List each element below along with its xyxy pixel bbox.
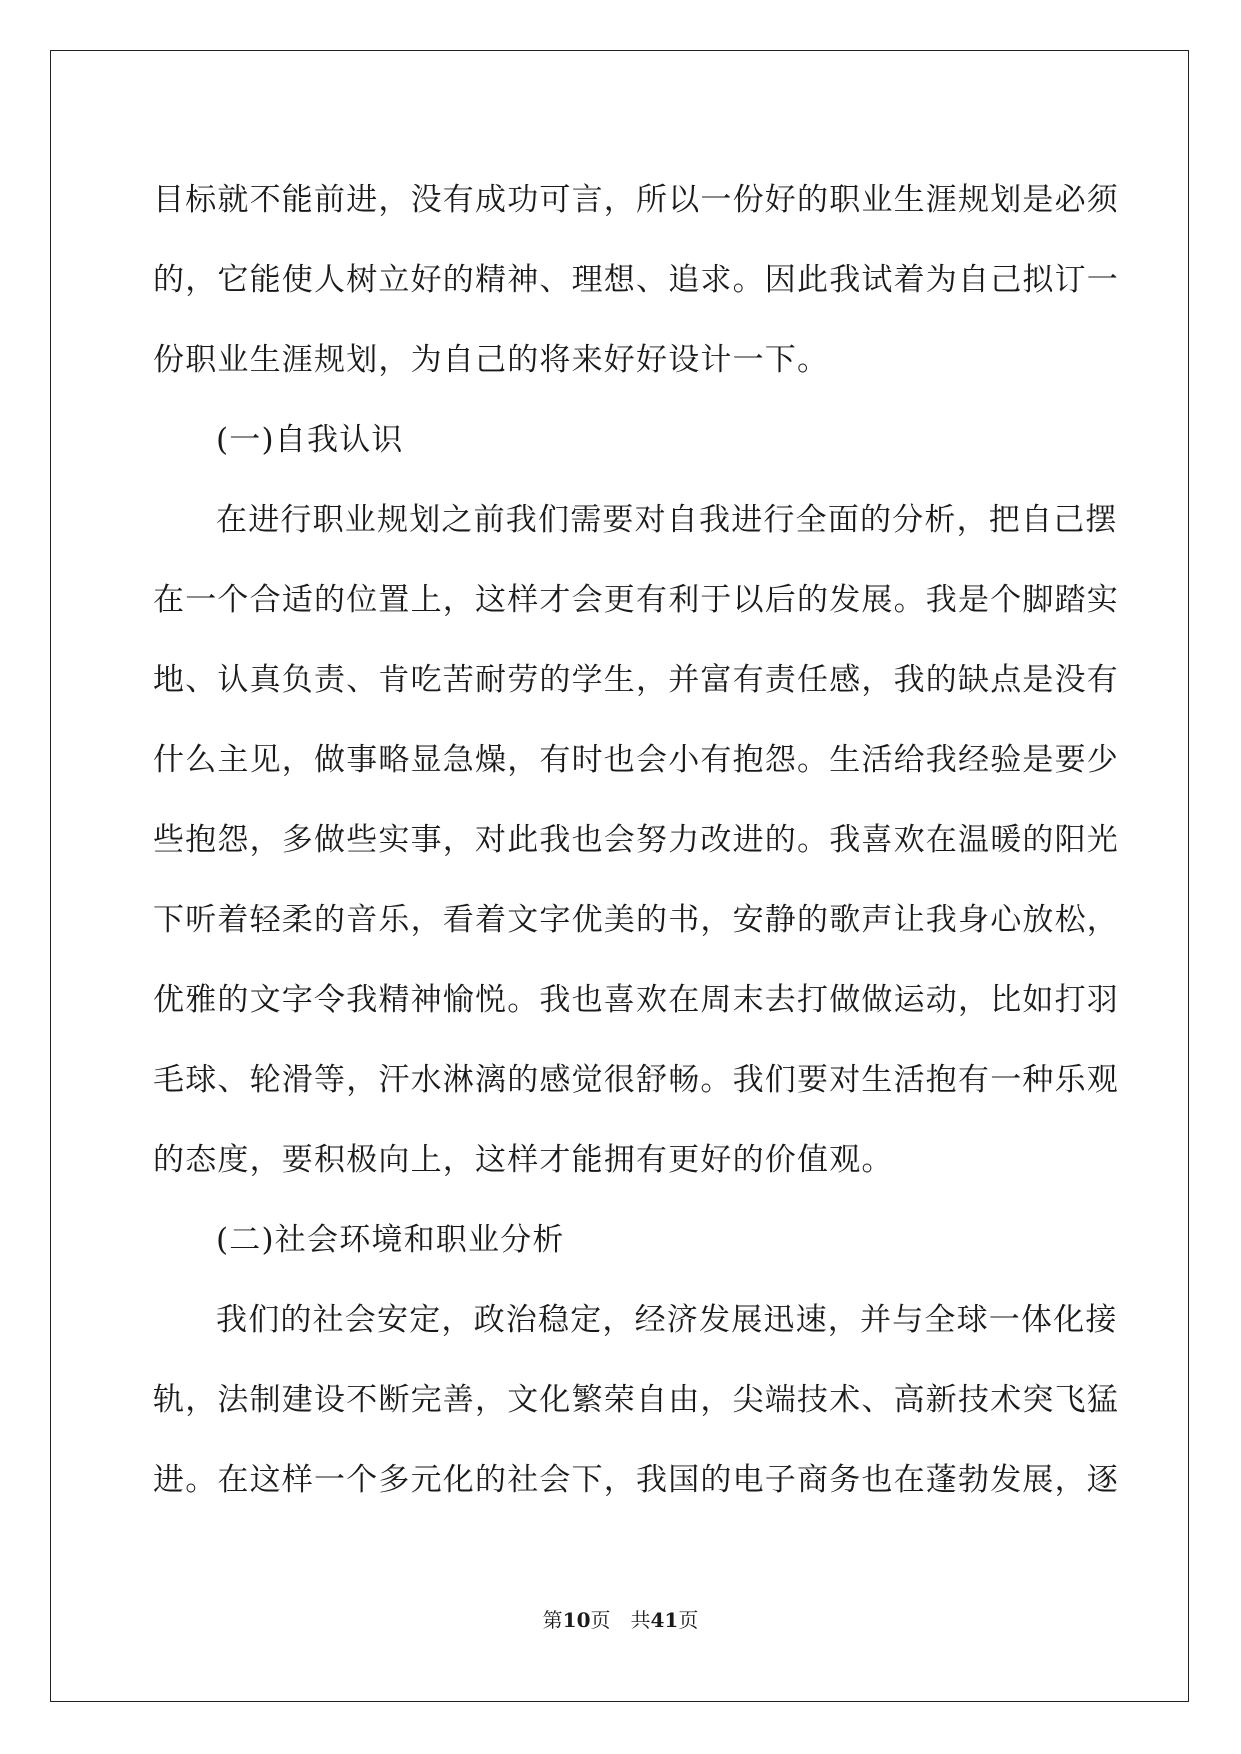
document-body: [153, 160, 1119, 1520]
text-line: 进。在这样一个多元化的社会下，我国的电子商务也在蓬勃发展，逐: [153, 1462, 1119, 1498]
text-line: 优雅的文字令我精神愉悦。我也喜欢在周末去打做做运动，比如打羽: [153, 982, 1119, 1018]
text-line: 什么主见，做事略显急燥，有时也会小有抱怨。生活给我经验是要少: [153, 742, 1119, 778]
current-page-number: 10: [562, 1608, 591, 1632]
text-line: 目标就不能前进，没有成功可言，所以一份好的职业生涯规划是必须: [153, 182, 1119, 218]
text-line: 毛球、轮滑等，汗水淋漓的感觉很舒畅。我们要对生活抱有一种乐观: [153, 1062, 1119, 1098]
text-line: 些抱怨，多做些实事，对此我也会努力改进的。我喜欢在温暖的阳光: [153, 822, 1119, 858]
page-footer: [0, 1604, 1241, 1633]
section-heading: (一)自我认识: [216, 422, 404, 458]
text-line: 份职业生涯规划，为自己的将来好好设计一下。: [153, 342, 830, 378]
page-word: 页: [590, 1608, 611, 1632]
total-page-count: 41: [650, 1608, 679, 1632]
text-line: 轨，法制建设不断完善，文化繁荣自由，尖端技术、高新技术突飞猛: [153, 1382, 1119, 1418]
text-line: 我们的社会安定，政治稳定，经济发展迅速，并与全球一体化接: [216, 1302, 1118, 1338]
total-prefix: 共: [630, 1608, 651, 1632]
text-line: 的，它能使人树立好的精神、理想、追求。因此我试着为自己拟订一: [153, 262, 1119, 298]
text-line: 下听着轻柔的音乐，看着文字优美的书，安静的歌声让我身心放松，: [153, 902, 1119, 938]
total-suffix: 页: [678, 1608, 699, 1632]
text-line: 在进行职业规划之前我们需要对自我进行全面的分析，把自己摆: [216, 502, 1118, 538]
section-heading: (二)社会环境和职业分析: [216, 1222, 565, 1258]
text-line: 在一个合适的位置上，这样才会更有利于以后的发展。我是个脚踏实: [153, 582, 1119, 618]
text-line: 的态度，要积极向上，这样才能拥有更好的价值观。: [153, 1142, 894, 1178]
text-line: 地、认真负责、肯吃苦耐劳的学生，并富有责任感，我的缺点是没有: [153, 662, 1119, 698]
page-prefix: 第: [542, 1608, 563, 1632]
